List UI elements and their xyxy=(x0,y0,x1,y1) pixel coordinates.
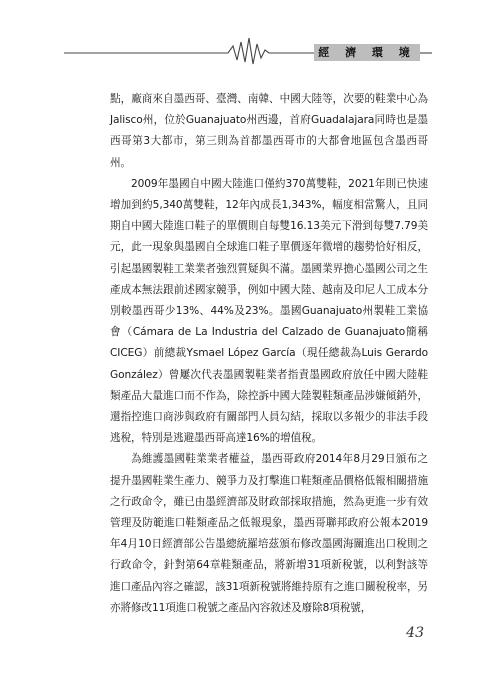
paragraph-government-measures: 為維護墨國鞋業業者權益，墨西哥政府2014年8月29日頒布之提升墨國鞋業生產力、競爭力及打擊進口鞋類產品價格低報相關措施之行政命令，雖已由墨經濟部及財政部採取措施，然為更進一步有效管理及防範進口鞋類產品之低報現象，墨西哥聯邦政府公報本2019年4月10日經濟部公告墨總統羅培茲頒布修改墨國海關進出口稅則之行政命令，針對第64章鞋類產品，將新增31項新稅號，以利對該等進口產品內容之確認，該31項新稅號將維持原有之進口關稅稅率，另亦將修改11項進口稅號之產品內容敘述及廢除8項稅號， xyxy=(110,453,428,614)
paragraph-import-growth: 2009年墨國自中國大陸進口僅約370萬雙鞋，2021年則已快速增加到約5,340萬雙鞋，12年內成長1,343%，幅度相當驚人，且同期自中國大陸進口鞋子的單價則自每雙16.13美元下滑到每雙7.79美元，此一現象與墨國自全球進口鞋子單價逐年微增的趨勢恰好相反，引起墨國製鞋工業業者強烈質疑與不滿。墨國業界擔心墨國公司之生產成本無法跟前述國家競爭，例如中國大陸、越南及印尼人工成本分別較墨西哥少13%、44%及23%。墨國Guanajuato州製鞋工業協會（Cámara de La Industria del Calzado de Guanajuato簡稱CICEG）前總裁Ysmael López García（現任總裁為Luis Gerardo González）曾屢次代表墨國製鞋業者指責墨國政府放任中國大陸鞋類產品大量進口而不作為，除控訴中國大陸製鞋類產品涉嫌傾銷外，還指控進口商涉與政府有關部門人員勾結，採取以多報少的非法手段逃稅，特別是逃避墨西哥高達16%的增值稅。 xyxy=(110,177,428,445)
section-label: 經 濟 環 境 xyxy=(314,44,420,61)
page-number: 43 xyxy=(406,625,424,641)
page-header xyxy=(0,0,480,70)
body-text xyxy=(110,89,428,619)
paragraph-continuation: 點，廠商來自墨西哥、臺灣、南韓、中國大陸等，次要的鞋業中心為Jalisco州，位於Guanajuato州西邊，首府Guadalajara同時也是墨西哥第3大都市，第三則為首都墨西哥市的大都會地區包含墨西哥州。 xyxy=(110,93,428,169)
